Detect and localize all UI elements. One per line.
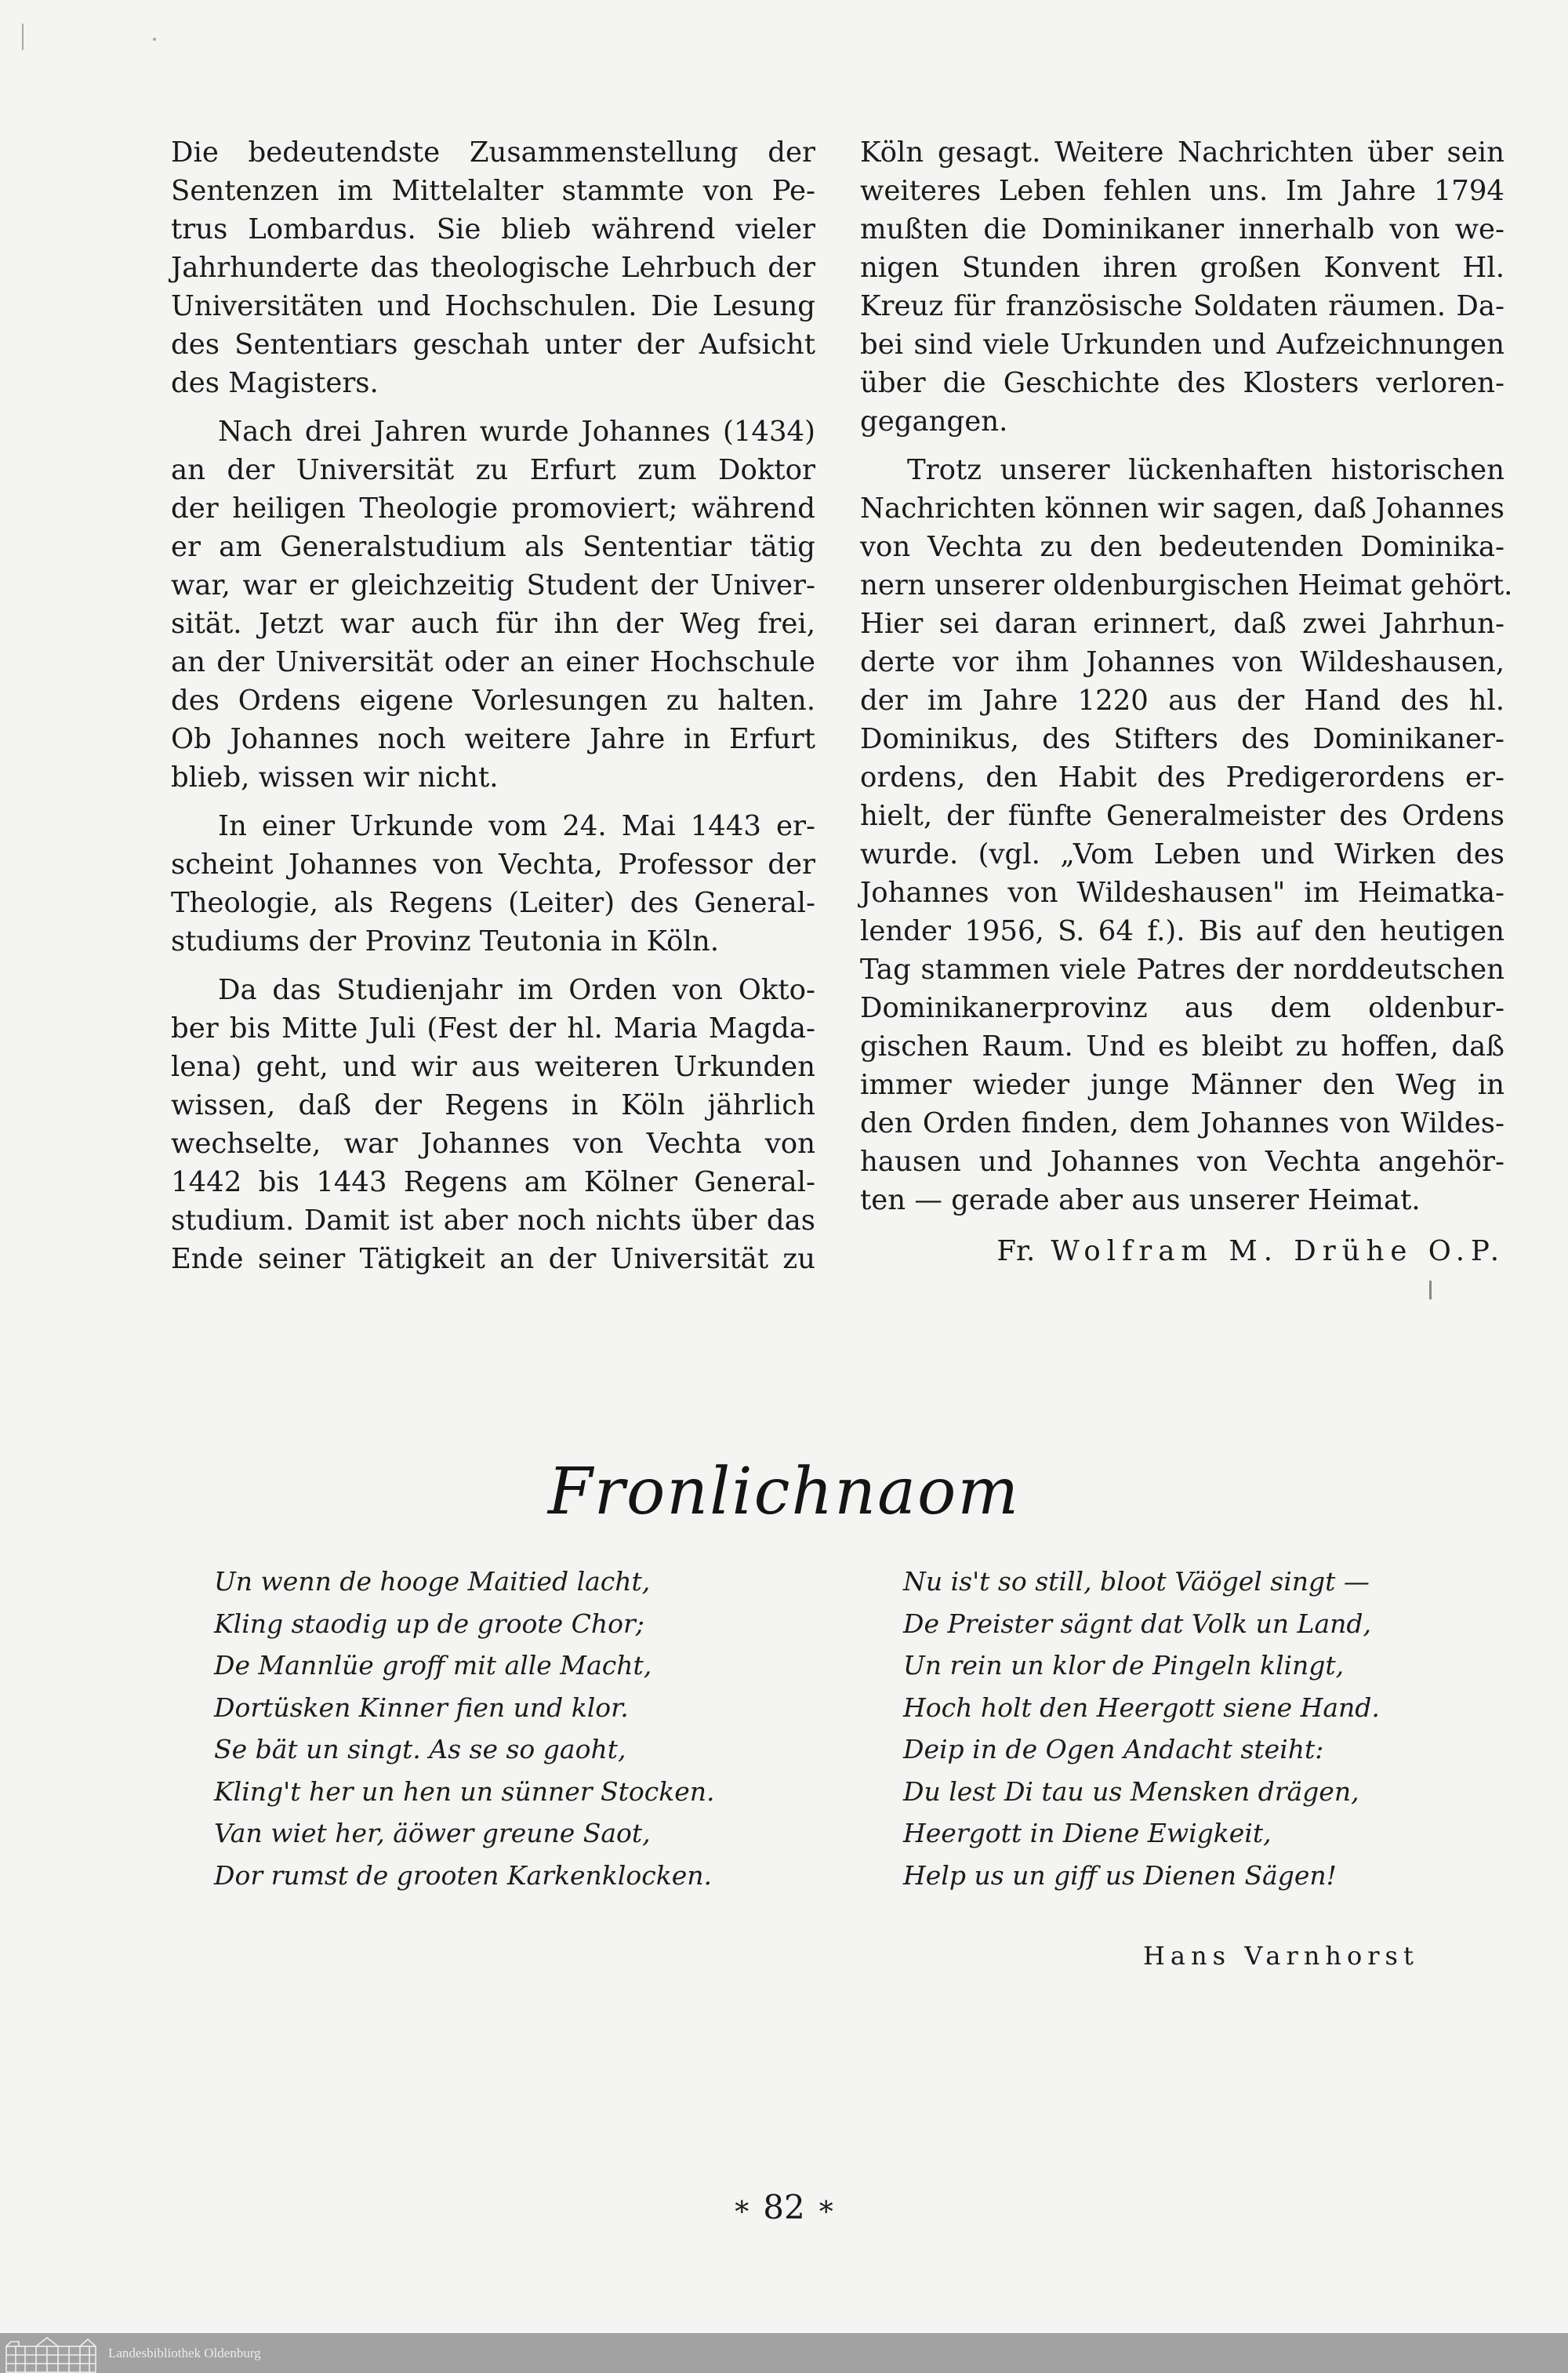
library-footer-bar — [0, 2333, 1568, 2373]
text-line: weiteres Leben fehlen uns. Im Jahre 1794 — [860, 175, 1504, 207]
poem-title: Fronlichnaom — [547, 1455, 1021, 1529]
paragraph — [171, 971, 815, 1278]
poem-line: Help us un giff us Dienen Sägen! — [903, 1859, 1337, 1891]
text-line: blieb, wissen wir nicht. — [171, 761, 499, 794]
poem-line: Un wenn de hooge Maitied lacht, — [214, 1566, 651, 1597]
poem-right-stanza — [903, 1561, 1380, 1896]
poem-line: De Preister sägnt dat Volk un Land, — [903, 1608, 1371, 1639]
text-line: Da das Studienjahr im Orden von Okto- — [218, 974, 815, 1006]
text-line: lender 1956, S. 64 f.). Bis auf den heutigen — [860, 915, 1504, 947]
text-line: Ende seiner Tätigkeit an der Universität zu — [171, 1243, 815, 1275]
text-line: an der Universität zu Erfurt zum Doktor — [171, 454, 815, 486]
paragraph — [171, 412, 815, 797]
text-line: ordens, den Habit des Predigerordens er- — [860, 761, 1504, 794]
text-line: Nachrichten können wir sagen, daß Johannes — [860, 492, 1504, 525]
paper-speck — [153, 38, 156, 41]
text-line: nigen Stunden ihren großen Konvent Hl. — [860, 252, 1504, 284]
text-line: Dominikus, des Stifters des Dominikaner- — [860, 723, 1504, 755]
article-author-signature — [996, 1235, 1505, 1267]
paper-speck — [22, 24, 24, 50]
poem-line: Un rein un klor de Pingeln klingt, — [903, 1650, 1345, 1681]
text-line: Theologie, als Regens (Leiter) des General- — [171, 887, 815, 919]
text-line: scheint Johannes von Vechta, Professor der — [171, 849, 815, 881]
poem-left-stanza — [214, 1561, 715, 1896]
text-line: Johannes von Wildeshausen" im Heimatka- — [860, 877, 1504, 909]
library-building-icon — [5, 2335, 97, 2373]
text-line: bei sind viele Urkunden und Aufzeichnungen — [860, 329, 1504, 361]
poem-line: Se bät un singt. As se so gaoht, — [214, 1734, 626, 1764]
author-title: Fr. — [996, 1235, 1036, 1267]
text-line: immer wieder junge Männer den Weg in — [860, 1069, 1504, 1101]
text-line: war, war er gleichzeitig Student der Univer- — [171, 569, 815, 601]
text-line: gegangen. — [860, 405, 1008, 438]
poem-line: De Mannlüe groff mit alle Macht, — [214, 1650, 652, 1681]
text-line: hausen und Johannes von Vechta angehör- — [860, 1146, 1504, 1178]
text-line: des Magisters. — [171, 367, 379, 399]
text-line: Tag stammen viele Patres der norddeutschen — [860, 954, 1504, 986]
text-line: wissen, daß der Regens in Köln jährlich — [171, 1089, 815, 1121]
text-line: Nach drei Jahren wurde Johannes (1434) — [218, 416, 815, 448]
paragraph — [860, 133, 1504, 441]
text-line: hielt, der fünfte Generalmeister des Ordens — [860, 800, 1504, 832]
text-line: über die Geschichte des Klosters verloren- — [860, 367, 1504, 399]
text-line: studium. Damit ist aber noch nichts über das — [171, 1205, 815, 1237]
text-line: der im Jahre 1220 aus der Hand des hl. — [860, 685, 1504, 717]
text-line: sität. Jetzt war auch für ihn der Weg frei, — [171, 608, 815, 640]
text-line: von Vechta zu den bedeutenden Dominika- — [860, 531, 1504, 563]
text-line: an der Universität oder an einer Hochschule — [171, 646, 815, 678]
poem-line: Deip in de Ogen Andacht steiht: — [903, 1734, 1324, 1764]
text-line: derte vor ihm Johannes von Wildeshausen, — [860, 646, 1504, 678]
text-line: Kreuz für französische Soldaten räumen. Da- — [860, 290, 1504, 322]
text-line: Die bedeutendste Zusammenstellung der — [171, 136, 815, 169]
article-right-column — [860, 133, 1513, 1219]
scan-artifact — [1429, 1281, 1432, 1299]
text-line: 1442 bis 1443 Regens am Kölner General- — [171, 1166, 815, 1198]
text-line: Jahrhunderte das theologische Lehrbuch der — [171, 252, 815, 284]
poem-line: Heergott in Diene Ewigkeit, — [903, 1818, 1272, 1848]
page-number — [0, 2188, 1568, 2229]
poem-line: Hoch holt den Heergott siene Hand. — [903, 1692, 1380, 1723]
paragraph — [171, 807, 815, 961]
text-line: Hier sei daran erinnert, daß zwei Jahrhun- — [860, 608, 1504, 640]
text-line: des Ordens eigene Vorlesungen zu halten. — [171, 685, 815, 717]
text-line: Universitäten und Hochschulen. Die Lesung — [171, 290, 815, 322]
text-line: der heiligen Theologie promoviert; während — [171, 492, 815, 525]
text-line: wurde. (vgl. „Vom Leben und Wirken des — [860, 838, 1504, 870]
poem-line: Kling't her un hen un sünner Stocken. — [214, 1775, 715, 1807]
text-line: nern unserer oldenburgischen Heimat gehört. — [860, 569, 1513, 601]
poem-line: Dor rumst de grooten Karkenklocken. — [214, 1859, 712, 1891]
text-line: Köln gesagt. Weitere Nachrichten über sein — [860, 136, 1504, 169]
text-line: trus Lombardus. Sie blieb während vieler — [171, 213, 815, 245]
text-line: Trotz unserer lückenhaften historischen — [907, 454, 1504, 486]
text-line: des Sententiars geschah unter der Aufsicht — [171, 329, 815, 361]
poem-author: Hans Varnhorst — [1143, 1941, 1419, 1971]
text-line: wechselte, war Johannes von Vechta von — [171, 1128, 815, 1160]
asterisk-ornament-icon: * — [735, 2197, 750, 2229]
text-line: Ob Johannes noch weitere Jahre in Erfurt — [171, 723, 815, 755]
paragraph — [860, 451, 1513, 1219]
text-line: studiums der Provinz Teutonia in Köln. — [171, 925, 719, 958]
article-left-column — [171, 133, 815, 1278]
library-name: Landesbibliothek Oldenburg — [108, 2345, 261, 2360]
poem-line: Dortüsken Kinner fien und klor. — [214, 1692, 629, 1723]
text-line: In einer Urkunde vom 24. Mai 1443 er- — [218, 810, 815, 842]
paragraph — [171, 133, 815, 402]
text-line: gischen Raum. Und es bleibt zu hoffen, daß — [860, 1030, 1504, 1063]
poem-line: Du lest Di tau us Mensken drägen, — [903, 1775, 1359, 1807]
text-line: Sentenzen im Mittelalter stammte von Pe- — [171, 175, 815, 207]
poem-line: Nu is't so still, bloot Väögel singt — — [903, 1566, 1370, 1597]
page-number-value: 82 — [763, 2188, 805, 2226]
text-line: ten — gerade aber aus unserer Heimat. — [860, 1184, 1421, 1216]
text-line: Dominikanerprovinz aus dem oldenbur- — [860, 992, 1504, 1024]
text-line: mußten die Dominikaner innerhalb von we- — [860, 213, 1504, 245]
text-line: ber bis Mitte Juli (Fest der hl. Maria Magda- — [171, 1012, 815, 1045]
text-line: den Orden finden, dem Johannes von Wildes- — [860, 1107, 1504, 1139]
author-name: Wolfram M. Drühe O.P. — [1051, 1235, 1505, 1267]
text-line: lena) geht, und wir aus weiteren Urkunden — [171, 1051, 815, 1083]
poem-line: Van wiet her, äöwer greune Saot, — [214, 1818, 651, 1848]
poem-line: Kling staodig up de groote Chor; — [214, 1608, 644, 1639]
asterisk-ornament-icon: * — [818, 2197, 833, 2229]
text-line: er am Generalstudium als Sententiar tätig — [171, 531, 815, 563]
